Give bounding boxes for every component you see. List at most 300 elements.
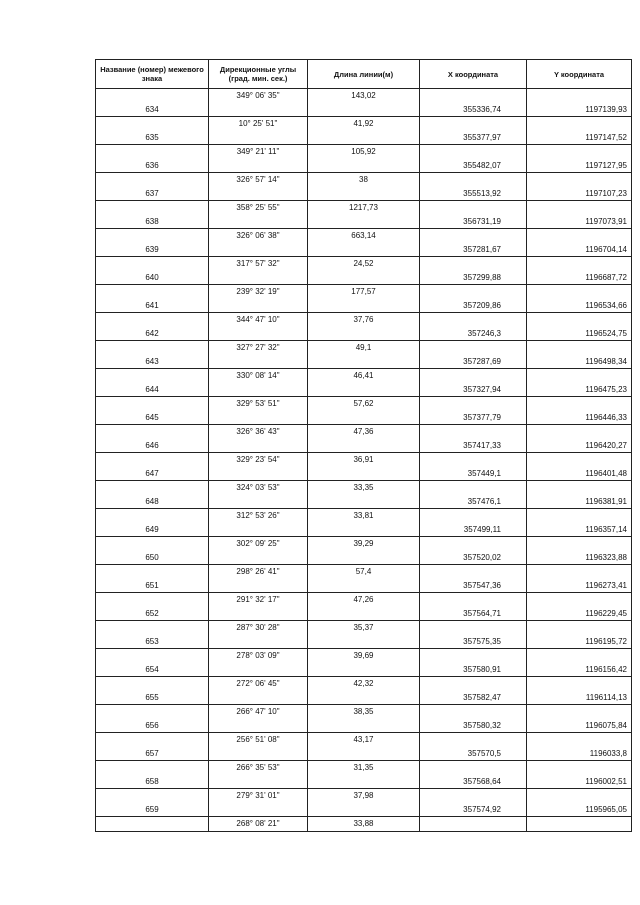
marker-name-cell <box>96 705 209 719</box>
boundary-segment-row <box>96 649 632 663</box>
marker-name-cell <box>96 761 209 775</box>
marker-name-cell: 653 <box>96 635 209 649</box>
x-coordinate-cell: 357476,1 <box>420 495 527 509</box>
line-length-cell <box>308 271 420 285</box>
y-coordinate-cell <box>527 341 632 355</box>
boundary-point-row <box>96 327 632 341</box>
line-length-cell: 38,35 <box>308 705 420 719</box>
boundary-segment-row <box>96 173 632 187</box>
boundary-point-row <box>96 747 632 761</box>
marker-name-cell <box>96 453 209 467</box>
boundary-point-row <box>96 243 632 257</box>
line-length-cell: 663,14 <box>308 229 420 243</box>
line-length-cell: 39,29 <box>308 537 420 551</box>
y-coordinate-cell: 1196357,14 <box>527 523 632 537</box>
direction-angle-cell: 344° 47' 10" <box>209 313 308 327</box>
boundary-segment-row <box>96 257 632 271</box>
x-coordinate-cell: 357281,67 <box>420 243 527 257</box>
line-length-cell: 39,69 <box>308 649 420 663</box>
marker-name-cell <box>96 509 209 523</box>
line-length-cell: 38 <box>308 173 420 187</box>
marker-name-cell: 636 <box>96 159 209 173</box>
line-length-cell <box>308 691 420 705</box>
boundary-segment-row <box>96 705 632 719</box>
marker-name-cell <box>96 369 209 383</box>
y-coordinate-cell <box>527 369 632 383</box>
boundary-point-row <box>96 607 632 621</box>
boundary-point-row <box>96 803 632 817</box>
direction-angle-cell: 266° 47' 10" <box>209 705 308 719</box>
boundary-segment-row <box>96 229 632 243</box>
direction-angle-cell: 349° 06' 35" <box>209 89 308 103</box>
marker-name-cell: 634 <box>96 103 209 117</box>
x-coordinate-cell <box>420 145 527 159</box>
line-length-cell: 41,92 <box>308 117 420 131</box>
boundary-segment-row <box>96 341 632 355</box>
boundary-point-row <box>96 467 632 481</box>
line-length-cell <box>308 355 420 369</box>
boundary-segment-row <box>96 481 632 495</box>
marker-name-cell <box>96 565 209 579</box>
marker-name-cell <box>96 537 209 551</box>
line-length-cell: 1217,73 <box>308 201 420 215</box>
line-length-cell: 57,4 <box>308 565 420 579</box>
direction-angle-cell: 330° 08' 14" <box>209 369 308 383</box>
y-coordinate-cell <box>527 677 632 691</box>
direction-angle-cell <box>209 411 308 425</box>
y-coordinate-cell <box>527 593 632 607</box>
direction-angle-cell: 329° 23' 54" <box>209 453 308 467</box>
marker-name-cell <box>96 341 209 355</box>
boundary-segment-row <box>96 817 632 832</box>
y-coordinate-cell <box>527 117 632 131</box>
line-length-cell <box>308 747 420 761</box>
direction-angle-cell: 312° 53' 26" <box>209 509 308 523</box>
y-coordinate-cell: 1197147,52 <box>527 131 632 145</box>
x-coordinate-cell: 357582,47 <box>420 691 527 705</box>
marker-name-cell: 657 <box>96 747 209 761</box>
line-length-cell: 47,36 <box>308 425 420 439</box>
marker-name-cell <box>96 201 209 215</box>
y-coordinate-cell: 1196273,41 <box>527 579 632 593</box>
boundary-segment-row <box>96 733 632 747</box>
direction-angle-cell <box>209 663 308 677</box>
boundary-point-row <box>96 579 632 593</box>
boundary-segment-row <box>96 201 632 215</box>
marker-name-cell <box>96 817 209 832</box>
line-length-cell: 36,91 <box>308 453 420 467</box>
boundary-segment-row <box>96 565 632 579</box>
x-coordinate-cell: 357568,64 <box>420 775 527 789</box>
boundary-point-row <box>96 523 632 537</box>
y-coordinate-cell <box>527 201 632 215</box>
boundary-point-row <box>96 383 632 397</box>
x-coordinate-cell: 357547,36 <box>420 579 527 593</box>
x-coordinate-cell: 357246,3 <box>420 327 527 341</box>
x-coordinate-cell <box>420 117 527 131</box>
line-length-cell <box>308 495 420 509</box>
x-coordinate-cell: 357574,92 <box>420 803 527 817</box>
marker-name-cell: 643 <box>96 355 209 369</box>
x-coordinate-cell <box>420 761 527 775</box>
boundary-point-row <box>96 691 632 705</box>
boundary-point-row <box>96 187 632 201</box>
marker-name-cell <box>96 117 209 131</box>
y-coordinate-cell: 1196156,42 <box>527 663 632 677</box>
y-coordinate-cell <box>527 257 632 271</box>
boundary-segment-row <box>96 453 632 467</box>
line-length-cell <box>308 131 420 145</box>
direction-angle-cell <box>209 467 308 481</box>
y-coordinate-cell: 1196114,13 <box>527 691 632 705</box>
line-length-cell: 33,35 <box>308 481 420 495</box>
direction-angle-cell <box>209 747 308 761</box>
direction-angle-cell: 256° 51' 08" <box>209 733 308 747</box>
y-coordinate-cell: 1197107,23 <box>527 187 632 201</box>
boundary-point-row <box>96 495 632 509</box>
marker-name-cell: 638 <box>96 215 209 229</box>
marker-name-cell: 635 <box>96 131 209 145</box>
line-length-cell: 37,98 <box>308 789 420 803</box>
y-coordinate-cell: 1196229,45 <box>527 607 632 621</box>
x-coordinate-cell <box>420 369 527 383</box>
x-coordinate-cell <box>420 173 527 187</box>
line-length-cell: 47,26 <box>308 593 420 607</box>
y-coordinate-cell: 1197139,93 <box>527 103 632 117</box>
table-header <box>96 60 632 89</box>
boundary-segment-row <box>96 369 632 383</box>
y-coordinate-cell <box>527 817 632 832</box>
direction-angle-cell <box>209 103 308 117</box>
x-coordinate-cell <box>420 341 527 355</box>
marker-name-cell: 644 <box>96 383 209 397</box>
line-length-cell: 57,62 <box>308 397 420 411</box>
direction-angle-cell: 317° 57' 32" <box>209 257 308 271</box>
line-length-cell: 24,52 <box>308 257 420 271</box>
y-coordinate-cell <box>527 621 632 635</box>
x-coordinate-cell <box>420 229 527 243</box>
direction-angle-cell <box>209 439 308 453</box>
boundary-point-row <box>96 551 632 565</box>
line-length-cell <box>308 327 420 341</box>
boundary-point-row <box>96 271 632 285</box>
direction-angle-cell: 329° 53' 51" <box>209 397 308 411</box>
x-coordinate-cell <box>420 733 527 747</box>
y-coordinate-cell <box>527 425 632 439</box>
y-coordinate-cell <box>527 453 632 467</box>
boundary-segment-row <box>96 621 632 635</box>
direction-angle-cell <box>209 383 308 397</box>
y-coordinate-cell: 1196475,23 <box>527 383 632 397</box>
x-coordinate-cell: 357287,69 <box>420 355 527 369</box>
y-coordinate-cell <box>527 145 632 159</box>
line-length-cell: 37,76 <box>308 313 420 327</box>
x-coordinate-cell: 357564,71 <box>420 607 527 621</box>
x-coordinate-cell: 356731,19 <box>420 215 527 229</box>
header-x-coordinate: X координата <box>420 60 527 89</box>
line-length-cell <box>308 775 420 789</box>
direction-angle-cell <box>209 187 308 201</box>
x-coordinate-cell <box>420 789 527 803</box>
boundary-segment-row <box>96 537 632 551</box>
direction-angle-cell: 287° 30' 28" <box>209 621 308 635</box>
x-coordinate-cell: 357417,33 <box>420 439 527 453</box>
marker-name-cell: 652 <box>96 607 209 621</box>
x-coordinate-cell <box>420 397 527 411</box>
x-coordinate-cell: 357575,35 <box>420 635 527 649</box>
boundary-segment-row <box>96 509 632 523</box>
marker-name-cell: 656 <box>96 719 209 733</box>
boundary-point-row <box>96 299 632 313</box>
x-coordinate-cell <box>420 257 527 271</box>
marker-name-cell <box>96 285 209 299</box>
line-length-cell <box>308 803 420 817</box>
header-line-length: Длина линии(м) <box>308 60 420 89</box>
marker-name-cell <box>96 313 209 327</box>
y-coordinate-cell: 1196534,66 <box>527 299 632 313</box>
y-coordinate-cell <box>527 789 632 803</box>
line-length-cell: 33,81 <box>308 509 420 523</box>
direction-angle-cell <box>209 327 308 341</box>
y-coordinate-cell <box>527 761 632 775</box>
x-coordinate-cell <box>420 509 527 523</box>
boundary-segment-row <box>96 145 632 159</box>
y-coordinate-cell <box>527 649 632 663</box>
y-coordinate-cell <box>527 313 632 327</box>
marker-name-cell <box>96 173 209 187</box>
direction-angle-cell: 291° 32' 17" <box>209 593 308 607</box>
x-coordinate-cell: 357520,02 <box>420 551 527 565</box>
header-marker-name: Название (номер) межевого знака <box>96 60 209 89</box>
line-length-cell <box>308 579 420 593</box>
line-length-cell <box>308 383 420 397</box>
direction-angle-cell: 324° 03' 53" <box>209 481 308 495</box>
x-coordinate-cell <box>420 705 527 719</box>
direction-angle-cell <box>209 719 308 733</box>
line-length-cell: 49,1 <box>308 341 420 355</box>
direction-angle-cell: 302° 09' 25" <box>209 537 308 551</box>
boundary-segment-row <box>96 397 632 411</box>
line-length-cell: 35,37 <box>308 621 420 635</box>
y-coordinate-cell: 1196075,84 <box>527 719 632 733</box>
line-length-cell <box>308 523 420 537</box>
line-length-cell <box>308 551 420 565</box>
x-coordinate-cell <box>420 453 527 467</box>
direction-angle-cell <box>209 635 308 649</box>
marker-name-cell <box>96 425 209 439</box>
y-coordinate-cell <box>527 481 632 495</box>
x-coordinate-cell: 355377,97 <box>420 131 527 145</box>
direction-angle-cell: 327° 27' 32" <box>209 341 308 355</box>
marker-name-cell: 640 <box>96 271 209 285</box>
boundary-point-row <box>96 159 632 173</box>
boundary-segment-row <box>96 761 632 775</box>
boundary-point-row <box>96 663 632 677</box>
direction-angle-cell: 326° 57' 14" <box>209 173 308 187</box>
direction-angle-cell <box>209 523 308 537</box>
boundary-segment-row <box>96 593 632 607</box>
x-coordinate-cell: 357299,88 <box>420 271 527 285</box>
marker-name-cell: 650 <box>96 551 209 565</box>
line-length-cell <box>308 439 420 453</box>
line-length-cell: 43,17 <box>308 733 420 747</box>
marker-name-cell: 659 <box>96 803 209 817</box>
line-length-cell <box>308 215 420 229</box>
line-length-cell: 177,57 <box>308 285 420 299</box>
x-coordinate-cell: 357499,11 <box>420 523 527 537</box>
boundary-point-row <box>96 215 632 229</box>
x-coordinate-cell <box>420 649 527 663</box>
y-coordinate-cell: 1197073,91 <box>527 215 632 229</box>
direction-angle-cell <box>209 299 308 313</box>
y-coordinate-cell: 1196002,51 <box>527 775 632 789</box>
y-coordinate-cell: 1196498,34 <box>527 355 632 369</box>
marker-name-cell: 646 <box>96 439 209 453</box>
line-length-cell <box>308 103 420 117</box>
x-coordinate-cell: 355336,74 <box>420 103 527 117</box>
marker-name-cell: 654 <box>96 663 209 677</box>
x-coordinate-cell: 357377,79 <box>420 411 527 425</box>
marker-name-cell <box>96 481 209 495</box>
direction-angle-cell <box>209 215 308 229</box>
marker-name-cell: 645 <box>96 411 209 425</box>
y-coordinate-cell: 1196524,75 <box>527 327 632 341</box>
direction-angle-cell: 326° 36' 43" <box>209 425 308 439</box>
boundary-point-row <box>96 355 632 369</box>
boundary-point-row <box>96 635 632 649</box>
header-direction-angle: Дирекционные углы (град. мин. сек.) <box>209 60 308 89</box>
y-coordinate-cell: 1196704,14 <box>527 243 632 257</box>
marker-name-cell <box>96 397 209 411</box>
marker-name-cell: 655 <box>96 691 209 705</box>
direction-angle-cell: 279° 31' 01" <box>209 789 308 803</box>
boundary-coordinates-table <box>95 59 632 832</box>
direction-angle-cell: 278° 03' 09" <box>209 649 308 663</box>
direction-angle-cell: 358° 25' 55" <box>209 201 308 215</box>
direction-angle-cell: 326° 06' 38" <box>209 229 308 243</box>
marker-name-cell: 647 <box>96 467 209 481</box>
direction-angle-cell <box>209 803 308 817</box>
line-length-cell: 42,32 <box>308 677 420 691</box>
y-coordinate-cell <box>527 173 632 187</box>
y-coordinate-cell: 1196033,8 <box>527 747 632 761</box>
line-length-cell <box>308 299 420 313</box>
line-length-cell <box>308 635 420 649</box>
marker-name-cell <box>96 621 209 635</box>
table-body <box>96 89 632 832</box>
boundary-point-row <box>96 719 632 733</box>
marker-name-cell <box>96 789 209 803</box>
line-length-cell <box>308 719 420 733</box>
x-coordinate-cell: 355513,92 <box>420 187 527 201</box>
marker-name-cell: 648 <box>96 495 209 509</box>
direction-angle-cell <box>209 159 308 173</box>
y-coordinate-cell <box>527 285 632 299</box>
boundary-point-row <box>96 775 632 789</box>
direction-angle-cell <box>209 775 308 789</box>
marker-name-cell <box>96 649 209 663</box>
line-length-cell: 33,88 <box>308 817 420 832</box>
marker-name-cell <box>96 89 209 103</box>
boundary-segment-row <box>96 789 632 803</box>
line-length-cell <box>308 663 420 677</box>
boundary-segment-row <box>96 425 632 439</box>
line-length-cell: 143,02 <box>308 89 420 103</box>
marker-name-cell: 641 <box>96 299 209 313</box>
boundary-segment-row <box>96 117 632 131</box>
marker-name-cell: 642 <box>96 327 209 341</box>
y-coordinate-cell <box>527 229 632 243</box>
x-coordinate-cell <box>420 201 527 215</box>
marker-name-cell: 658 <box>96 775 209 789</box>
line-length-cell <box>308 467 420 481</box>
x-coordinate-cell <box>420 481 527 495</box>
header-y-coordinate: Y координата <box>527 60 632 89</box>
line-length-cell: 46,41 <box>308 369 420 383</box>
direction-angle-cell: 266° 35' 53" <box>209 761 308 775</box>
x-coordinate-cell <box>420 425 527 439</box>
x-coordinate-cell: 357449,1 <box>420 467 527 481</box>
line-length-cell <box>308 159 420 173</box>
direction-angle-cell: 298° 26' 41" <box>209 565 308 579</box>
y-coordinate-cell: 1196446,33 <box>527 411 632 425</box>
line-length-cell: 105,92 <box>308 145 420 159</box>
x-coordinate-cell: 357209,86 <box>420 299 527 313</box>
x-coordinate-cell <box>420 593 527 607</box>
marker-name-cell: 649 <box>96 523 209 537</box>
line-length-cell: 31,35 <box>308 761 420 775</box>
x-coordinate-cell <box>420 89 527 103</box>
marker-name-cell <box>96 229 209 243</box>
x-coordinate-cell: 355482,07 <box>420 159 527 173</box>
direction-angle-cell <box>209 495 308 509</box>
direction-angle-cell <box>209 271 308 285</box>
marker-name-cell: 637 <box>96 187 209 201</box>
y-coordinate-cell: 1196687,72 <box>527 271 632 285</box>
boundary-point-row <box>96 131 632 145</box>
y-coordinate-cell <box>527 565 632 579</box>
x-coordinate-cell: 357570,5 <box>420 747 527 761</box>
y-coordinate-cell <box>527 397 632 411</box>
x-coordinate-cell <box>420 313 527 327</box>
line-length-cell <box>308 411 420 425</box>
y-coordinate-cell <box>527 509 632 523</box>
y-coordinate-cell: 1195965,05 <box>527 803 632 817</box>
direction-angle-cell <box>209 579 308 593</box>
boundary-point-row <box>96 411 632 425</box>
direction-angle-cell <box>209 131 308 145</box>
x-coordinate-cell <box>420 537 527 551</box>
x-coordinate-cell <box>420 565 527 579</box>
direction-angle-cell <box>209 243 308 257</box>
y-coordinate-cell <box>527 89 632 103</box>
y-coordinate-cell: 1196420,27 <box>527 439 632 453</box>
marker-name-cell <box>96 145 209 159</box>
marker-name-cell <box>96 733 209 747</box>
direction-angle-cell <box>209 355 308 369</box>
x-coordinate-cell <box>420 285 527 299</box>
marker-name-cell <box>96 677 209 691</box>
boundary-point-row <box>96 439 632 453</box>
line-length-cell <box>308 187 420 201</box>
direction-angle-cell <box>209 691 308 705</box>
x-coordinate-cell: 357580,32 <box>420 719 527 733</box>
y-coordinate-cell: 1196401,48 <box>527 467 632 481</box>
line-length-cell <box>308 243 420 257</box>
direction-angle-cell: 10° 25' 51" <box>209 117 308 131</box>
x-coordinate-cell: 357580,91 <box>420 663 527 677</box>
x-coordinate-cell: 357327,94 <box>420 383 527 397</box>
